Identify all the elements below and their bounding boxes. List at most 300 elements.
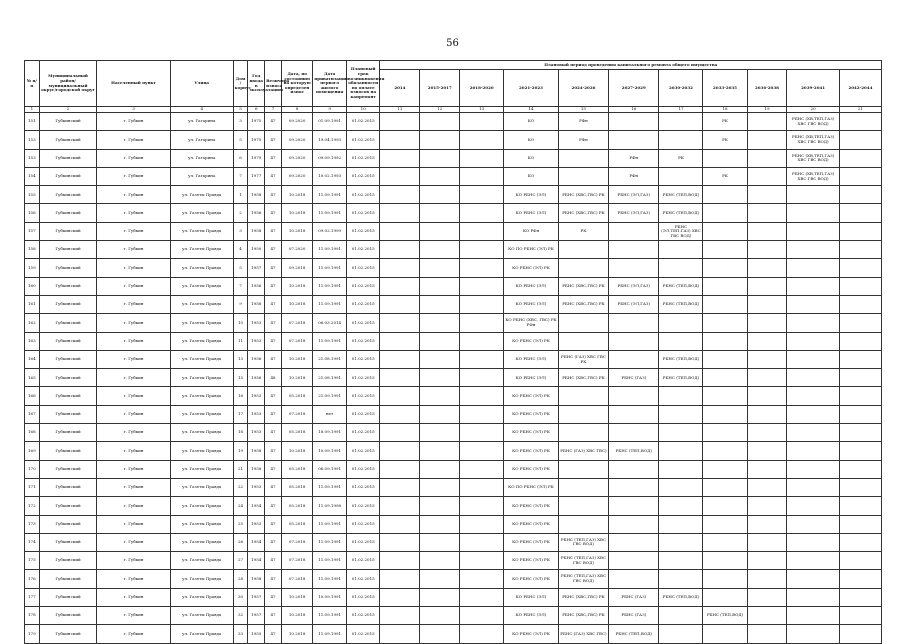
cell-wear: 47 [265, 167, 282, 185]
cell-priv-date: 11.09.1991 [313, 259, 347, 277]
cell-period: РБНС (ТЕП,ВОД) [659, 588, 703, 606]
cell-period [747, 552, 787, 570]
cell-period [839, 167, 881, 185]
cell-wear: 47 [265, 607, 282, 625]
cell-period [659, 533, 703, 551]
cell-no: 164 [25, 350, 40, 368]
cell-no: 156 [25, 204, 40, 222]
cell-period [839, 369, 881, 387]
cell-period [703, 625, 747, 643]
cell-street: ул. Газеты Правда [170, 442, 233, 460]
cell-wear: 47 [265, 588, 282, 606]
cell-period [787, 460, 839, 478]
cell-period: РК [703, 131, 747, 149]
cell-period [839, 222, 881, 240]
cell-wear: 47 [265, 113, 282, 131]
cell-period [380, 295, 420, 313]
cell-period [420, 295, 460, 313]
cell-period [420, 241, 460, 259]
cell-period [420, 350, 460, 368]
cell-no: 167 [25, 405, 40, 423]
cell-settlement: г. Губкин [97, 460, 170, 478]
cell-period [703, 241, 747, 259]
table-row [25, 259, 882, 277]
cell-period: КО [504, 149, 559, 167]
cell-period: КО РБНС (ЭЛ) РК [504, 332, 559, 350]
cell-settlement: г. Губкин [97, 332, 170, 350]
header-wear: Величина износа [265, 61, 282, 107]
cell-period [787, 405, 839, 423]
table-row [25, 295, 882, 313]
cell-year: 1954 [248, 533, 265, 551]
cell-period [787, 295, 839, 313]
cell-period: РБНС (ГАЗ) ХВС ГВС РК [558, 350, 608, 368]
cell-period [747, 442, 787, 460]
cell-wear: 47 [265, 570, 282, 588]
cell-period [380, 552, 420, 570]
cell-period [703, 222, 747, 240]
cell-period [659, 497, 703, 515]
cell-settlement: г. Губкин [97, 478, 170, 496]
cell-year: 1958 [248, 186, 265, 204]
cell-period: КО РБНС (ЭЛ) РК [504, 515, 559, 533]
cell-priv-date: 09.02.1999 [313, 222, 347, 240]
cell-year: 1979 [248, 149, 265, 167]
cell-period [839, 442, 881, 460]
cell-period [558, 332, 608, 350]
cell-period [460, 515, 504, 533]
cell-street: ул. Гагарина [170, 167, 233, 185]
cell-period [787, 314, 839, 332]
cell-period [747, 405, 787, 423]
cell-period [703, 588, 747, 606]
cell-period [747, 424, 787, 442]
cell-period [380, 424, 420, 442]
cell-period: РБНС (ГАЗ) ХВС ГВС) [558, 625, 608, 643]
cell-year: 1957 [248, 607, 265, 625]
cell-period [420, 570, 460, 588]
cell-period [839, 460, 881, 478]
cell-period [787, 588, 839, 606]
cell-priv-date: 06.09.1991 [313, 460, 347, 478]
cell-house: 26 [233, 533, 248, 551]
cell-period: РБНС (ЭЛ,ТЕП,ГАЗ) ХВС ГВС ВОД) [659, 222, 703, 240]
cell-period: РБНС (ХВС,ГВС) РК [558, 186, 608, 204]
cell-settlement: г. Губкин [97, 515, 170, 533]
cell-period: КО ПО РБНС (ЭЛ) РК [504, 478, 559, 496]
cell-house: 4 [233, 241, 248, 259]
cell-period: РБНС (ХВ,ТЕП,ГАЗ) ХВС ГВС ВОД) [787, 113, 839, 131]
cell-period [787, 277, 839, 295]
cell-deadline: 01.02.2015 [346, 149, 380, 167]
cell-period [839, 588, 881, 606]
cell-period [747, 387, 787, 405]
cell-priv-date: 10.02.1993 [313, 167, 347, 185]
table-row [25, 314, 882, 332]
cell-period [703, 515, 747, 533]
cell-no: 177 [25, 588, 40, 606]
cell-period [380, 259, 420, 277]
cell-status-date: 07.2018 [281, 570, 312, 588]
column-number: 16 [609, 107, 659, 113]
cell-period: КО РБНС (ЭЛ) РК [504, 424, 559, 442]
cell-priv-date: 11.09.1991 [313, 186, 347, 204]
cell-period [420, 186, 460, 204]
cell-period [787, 204, 839, 222]
cell-period [380, 222, 420, 240]
cell-no: 170 [25, 460, 40, 478]
cell-period: РБНС (ЭЛ,ГАЗ) [609, 186, 659, 204]
cell-no: 168 [25, 424, 40, 442]
cell-period [839, 204, 881, 222]
cell-house: 32 [233, 607, 248, 625]
cell-period: КО РБНС (ЭЛ) [504, 186, 559, 204]
cell-year: 1954 [248, 552, 265, 570]
cell-period [659, 478, 703, 496]
cell-no: 162 [25, 314, 40, 332]
cell-district: Губкинский [39, 222, 97, 240]
cell-period: РБНС (ЭЛ,ГАЗ) [609, 204, 659, 222]
cell-period [839, 259, 881, 277]
cell-period [460, 570, 504, 588]
cell-period [460, 314, 504, 332]
cell-period [420, 113, 460, 131]
cell-period: КО РБНС (ЭЛ) РК [504, 460, 559, 478]
cell-period [460, 131, 504, 149]
table-row [25, 277, 882, 295]
cell-period [460, 533, 504, 551]
cell-period [460, 277, 504, 295]
cell-settlement: г. Губкин [97, 533, 170, 551]
cell-period [460, 222, 504, 240]
cell-period [787, 533, 839, 551]
cell-period [839, 149, 881, 167]
cell-wear: 47 [265, 424, 282, 442]
cell-deadline: 01.02.2015 [346, 259, 380, 277]
cell-period: РБНС (ГАЗ) ХВС ГВС) [558, 442, 608, 460]
cell-period [609, 570, 659, 588]
cell-status-date: 07.2018 [281, 332, 312, 350]
cell-period: РБНС (ХВС,ГВС) РК [558, 369, 608, 387]
cell-period [703, 277, 747, 295]
cell-street: ул. Газеты Правда [170, 186, 233, 204]
cell-period: РБНС (ХВС,ГВС) РК [558, 607, 608, 625]
cell-period [420, 405, 460, 423]
cell-period [420, 149, 460, 167]
cell-period [380, 442, 420, 460]
cell-period [747, 625, 787, 643]
table-row [25, 149, 882, 167]
cell-year: 1955 [248, 625, 265, 643]
cell-wear: 47 [265, 533, 282, 551]
cell-house: 3 [233, 222, 248, 240]
cell-street: ул. Гагарина [170, 131, 233, 149]
cell-period: РБНС (ГАЗ) [609, 588, 659, 606]
cell-deadline: 01.02.2015 [346, 424, 380, 442]
cell-street: ул. Гагарина [170, 149, 233, 167]
cell-no: 166 [25, 387, 40, 405]
column-number: 15 [558, 107, 608, 113]
header-street: Улица [170, 61, 233, 107]
cell-house: 11 [233, 332, 248, 350]
cell-district: Губкинский [39, 259, 97, 277]
table-row [25, 424, 882, 442]
cell-period: КО РБНС (ЭЛ) [504, 607, 559, 625]
cell-priv-date: 11.09.1991 [313, 533, 347, 551]
cell-street: ул. Газеты Правда [170, 424, 233, 442]
cell-street: ул. Газеты Правда [170, 460, 233, 478]
cell-period [747, 369, 787, 387]
cell-period [380, 314, 420, 332]
cell-period [703, 295, 747, 313]
cell-year: 1956 [248, 350, 265, 368]
cell-period [420, 478, 460, 496]
cell-deadline: 01.02.2015 [346, 186, 380, 204]
cell-period [703, 369, 747, 387]
header-status-date: Дата, по состоянию на которую определен износ [281, 61, 312, 107]
cell-wear: 47 [265, 460, 282, 478]
cell-period: РК [703, 167, 747, 185]
cell-period: РФн [609, 167, 659, 185]
cell-wear: 47 [265, 332, 282, 350]
cell-house: 22 [233, 478, 248, 496]
cell-period [659, 460, 703, 478]
table-row [25, 552, 882, 570]
cell-period [558, 314, 608, 332]
cell-house: 21 [233, 460, 248, 478]
column-number: 3 [97, 107, 170, 113]
cell-period [460, 625, 504, 643]
cell-period: КО РБНС (ЭЛ) РК [504, 497, 559, 515]
cell-period: РК [659, 149, 703, 167]
cell-priv-date: 11.09.1991 [313, 552, 347, 570]
cell-period [609, 332, 659, 350]
cell-year: 1950 [248, 241, 265, 259]
cell-period: РБНС (ТЕП,ВОД) [609, 442, 659, 460]
cell-period [460, 552, 504, 570]
cell-period [460, 442, 504, 460]
cell-period [787, 424, 839, 442]
table-row [25, 460, 882, 478]
cell-period [659, 113, 703, 131]
cell-priv-date: 19.04.1993 [313, 131, 347, 149]
cell-period: РК [703, 113, 747, 131]
cell-period: КО [504, 113, 559, 131]
cell-period: РФн [609, 149, 659, 167]
header-priv-date: Дата приватизации первого жилого помещения [313, 61, 347, 107]
cell-year: 1958 [248, 570, 265, 588]
cell-status-date: 09.2020 [281, 167, 312, 185]
cell-no: 174 [25, 533, 40, 551]
cell-period [558, 478, 608, 496]
cell-no: 173 [25, 515, 40, 533]
cell-deadline: 01.02.2015 [346, 295, 380, 313]
cell-wear: 47 [265, 625, 282, 643]
cell-period [703, 387, 747, 405]
cell-period [380, 332, 420, 350]
cell-deadline: 01.02.2015 [346, 332, 380, 350]
cell-period: КО РБНС (ЭЛ) РК [504, 387, 559, 405]
table-row [25, 442, 882, 460]
cell-no: 160 [25, 277, 40, 295]
header-no: № п/п [25, 61, 40, 107]
cell-period: РБНС (ХВС,ГВС) РК [558, 295, 608, 313]
cell-house: 5 [233, 131, 248, 149]
cell-street: ул. Газеты Правда [170, 625, 233, 643]
cell-street: ул. Газеты Правда [170, 369, 233, 387]
cell-settlement: г. Губкин [97, 588, 170, 606]
cell-period [420, 442, 460, 460]
cell-deadline: 01.02.2015 [346, 277, 380, 295]
cell-period [787, 350, 839, 368]
cell-period [460, 113, 504, 131]
cell-period [609, 350, 659, 368]
cell-year: 1957 [248, 259, 265, 277]
cell-settlement: г. Губкин [97, 350, 170, 368]
cell-period [659, 332, 703, 350]
cell-year: 1975 [248, 131, 265, 149]
cell-period [460, 204, 504, 222]
cell-period [420, 424, 460, 442]
cell-street: ул. Газеты Правда [170, 259, 233, 277]
table-row [25, 478, 882, 496]
cell-wear: 47 [265, 277, 282, 295]
cell-priv-date: 11.09.1991 [313, 332, 347, 350]
cell-status-date: 05.2018 [281, 387, 312, 405]
cell-period [460, 167, 504, 185]
cell-wear: 47 [265, 478, 282, 496]
cell-period [380, 387, 420, 405]
cell-period [659, 167, 703, 185]
cell-period [609, 259, 659, 277]
cell-priv-date: нет [313, 405, 347, 423]
cell-period [747, 259, 787, 277]
cell-settlement: г. Губкин [97, 424, 170, 442]
cell-status-date: 10.2018 [281, 588, 312, 606]
cell-period [659, 442, 703, 460]
cell-period [659, 625, 703, 643]
cell-period [558, 259, 608, 277]
cell-period: РБНС (ГАЗ) [609, 607, 659, 625]
cell-period [747, 277, 787, 295]
cell-priv-date: 21.09.1991 [313, 387, 347, 405]
cell-priv-date: 01.09.1991 [313, 113, 347, 131]
cell-year: 1953 [248, 332, 265, 350]
cell-no: 176 [25, 570, 40, 588]
cell-period [420, 222, 460, 240]
cell-settlement: г. Губкин [97, 497, 170, 515]
cell-period [747, 131, 787, 149]
cell-period [659, 405, 703, 423]
cell-deadline: 01.02.2015 [346, 478, 380, 496]
cell-period: РБНС (ЭЛ,ГАЗ) [609, 277, 659, 295]
cell-status-date: 07.2018 [281, 405, 312, 423]
cell-period [839, 113, 881, 131]
cell-house: 33 [233, 625, 248, 643]
cell-district: Губкинский [39, 241, 97, 259]
cell-settlement: г. Губкин [97, 167, 170, 185]
cell-deadline: 01.02.2015 [346, 204, 380, 222]
cell-period [380, 204, 420, 222]
cell-period [609, 515, 659, 533]
cell-period [558, 167, 608, 185]
cell-deadline: 01.02.2015 [346, 369, 380, 387]
cell-status-date: 07.2018 [281, 314, 312, 332]
cell-period [460, 607, 504, 625]
column-number: 7 [265, 107, 282, 113]
cell-district: Губкинский [39, 588, 97, 606]
table-row [25, 167, 882, 185]
cell-priv-date: 11.09.1991 [313, 625, 347, 643]
cell-status-date: 07.2018 [281, 552, 312, 570]
cell-wear: 47 [265, 314, 282, 332]
cell-period [839, 497, 881, 515]
cell-house: 19 [233, 442, 248, 460]
cell-settlement: г. Губкин [97, 442, 170, 460]
cell-deadline: 01.02.2015 [346, 625, 380, 643]
cell-house: 25 [233, 515, 248, 533]
cell-period [747, 204, 787, 222]
header-house: Дом / корпус [233, 61, 248, 107]
table-row [25, 350, 882, 368]
cell-period [703, 533, 747, 551]
cell-period [460, 332, 504, 350]
cell-period: КО РБНС (ЭЛ) [504, 277, 559, 295]
cell-wear: 47 [265, 222, 282, 240]
cell-wear: 47 [265, 405, 282, 423]
cell-period [747, 314, 787, 332]
cell-period: РБНС (ТЕП,ГАЗ) ХВС ГВС ВОД) [558, 570, 608, 588]
cell-period [460, 424, 504, 442]
cell-period [747, 222, 787, 240]
cell-period: КО РБНС (ЭЛ) [504, 588, 559, 606]
cell-period [787, 552, 839, 570]
cell-district: Губкинский [39, 314, 97, 332]
cell-no: 165 [25, 369, 40, 387]
cell-period: РБНС (ХВ,ТЕП,ГАЗ) ХВС ГВС ВОД) [787, 131, 839, 149]
cell-period [787, 515, 839, 533]
cell-status-date: 10.2018 [281, 295, 312, 313]
cell-period: РБНС (ТЕП,ВОД) [659, 295, 703, 313]
cell-period [609, 497, 659, 515]
table-row [25, 369, 882, 387]
header-deadline: Плановый срок возникновения обязанности по оплате взносов на капремонт [346, 61, 380, 107]
cell-no: 179 [25, 625, 40, 643]
cell-period [558, 497, 608, 515]
cell-period [420, 607, 460, 625]
cell-wear: 47 [265, 295, 282, 313]
cell-period [460, 497, 504, 515]
cell-year: 1956 [248, 204, 265, 222]
cell-priv-date: 11.09.1991 [313, 607, 347, 625]
header-period: 2027-2029 [609, 70, 659, 107]
table-row [25, 186, 882, 204]
cell-period [787, 625, 839, 643]
cell-district: Губкинский [39, 405, 97, 423]
cell-district: Губкинский [39, 204, 97, 222]
cell-wear: 47 [265, 515, 282, 533]
cell-district: Губкинский [39, 332, 97, 350]
cell-period: РБНС (ХВС,ГВС) РК [558, 588, 608, 606]
cell-period [460, 387, 504, 405]
cell-period: РФн [558, 113, 608, 131]
cell-period [839, 387, 881, 405]
cell-period: РБНС (ХВС,ГВС) РК [558, 277, 608, 295]
cell-priv-date: 11.09.1991 [313, 570, 347, 588]
cell-period [420, 625, 460, 643]
cell-status-date: 10.2018 [281, 442, 312, 460]
cell-period [839, 241, 881, 259]
